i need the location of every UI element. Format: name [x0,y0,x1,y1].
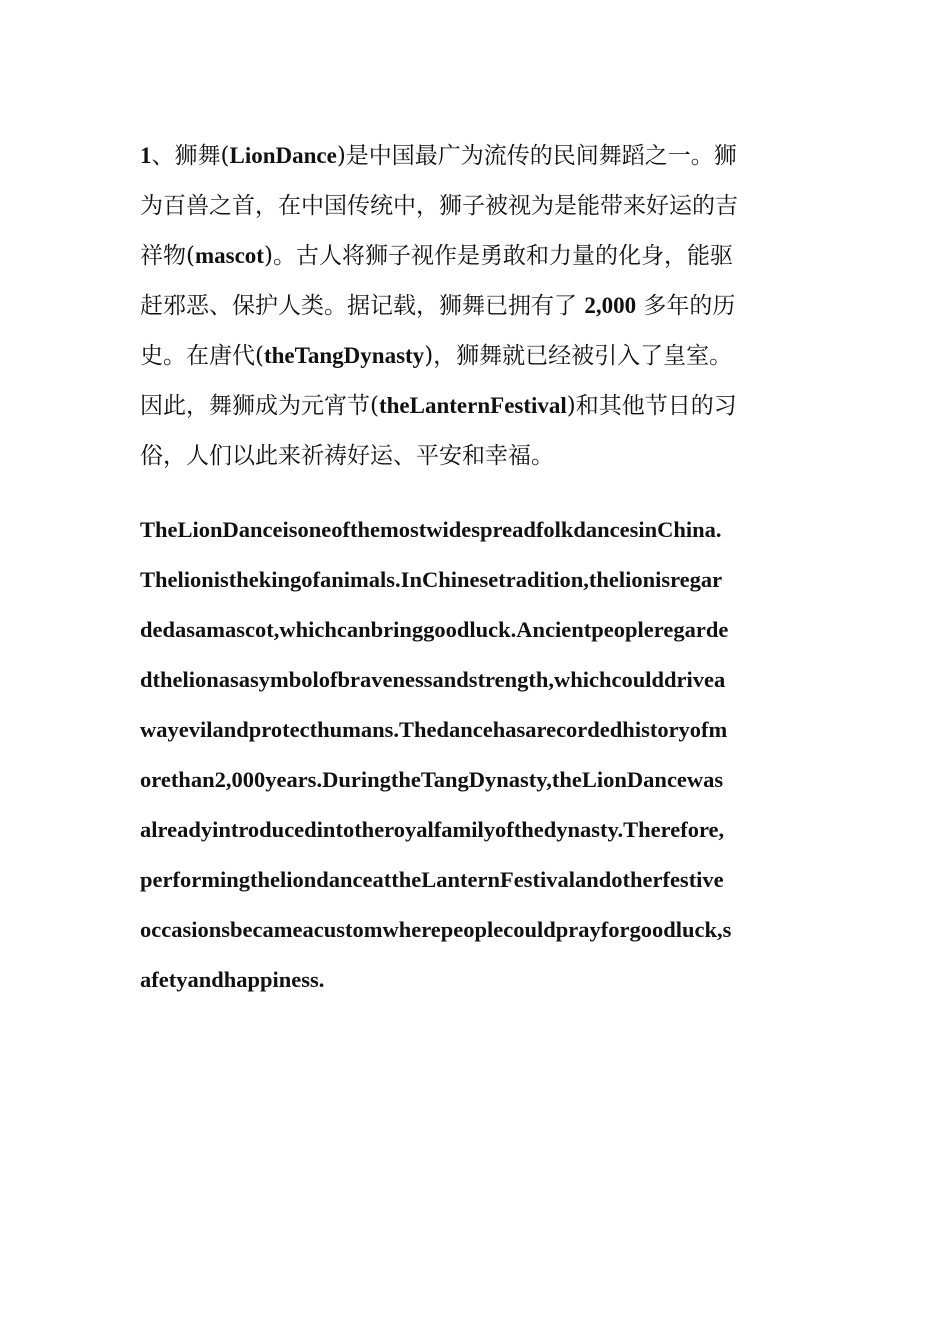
item-number: 1 [140,143,152,168]
chinese-line-4: 赶邪恶、保护人类。据记载，狮舞已拥有了 2,000 多年的历 [140,293,736,319]
chinese-line-6: 因此，舞狮成为元宵节(theLanternFestival)和其他节日的习 [140,393,737,419]
english-line: afetyandhappiness. [140,967,325,992]
english-line: dthelionasasymbolofbravenessandstrength,whichcoulddrivea [140,667,726,692]
chinese-line-5: 史。在唐代(theTangDynasty)，狮舞就已经被引入了皇室。 [140,343,733,369]
english-line: occasionsbecameacustomwherepeoplecouldprayforgoodluck,s [140,917,732,942]
english-line: orethan2,000years.DuringtheTangDynasty,theLionDancewas [140,767,724,792]
english-line: Thelionisthekingofanimals.InChinesetradition,thelionisregar [140,567,723,592]
term-lantern-festival: theLanternFestival [378,393,567,418]
english-line: dedasamascot,whichcanbringgoodluck.Ancientpeopleregarde [140,617,729,642]
english-line: TheLionDanceisoneofthemostwidespreadfolkdancesinChina. [140,517,722,542]
number-2000: 2,000 [584,293,637,318]
term-liondance: LionDance [229,143,337,168]
term-mascot: mascot [194,243,264,268]
chinese-line-7: 俗，人们以此来祈祷好运、平安和幸福。 [140,443,554,469]
chinese-line-2: 为百兽之首，在中国传统中，狮子被视为是能带来好运的吉 [140,193,738,219]
english-paragraph [140,505,830,1005]
term-tang-dynasty: theTangDynasty [263,343,425,368]
chinese-paragraph [140,131,820,481]
chinese-line-3: 祥物(mascot)。古人将狮子视作是勇敢和力量的化身，能驱 [140,243,733,269]
chinese-line-1: 1、狮舞(LionDance)是中国最广为流传的民间舞蹈之一。狮 [140,143,737,169]
english-line: wayevilandprotecthumans.Thedancehasarecordedhistoryofm [140,717,728,742]
english-line: performingtheliondanceattheLanternFestivalandotherfestive [140,867,724,892]
english-line: alreadyintroducedintotheroyalfamilyofthedynasty.Therefore, [140,817,725,842]
